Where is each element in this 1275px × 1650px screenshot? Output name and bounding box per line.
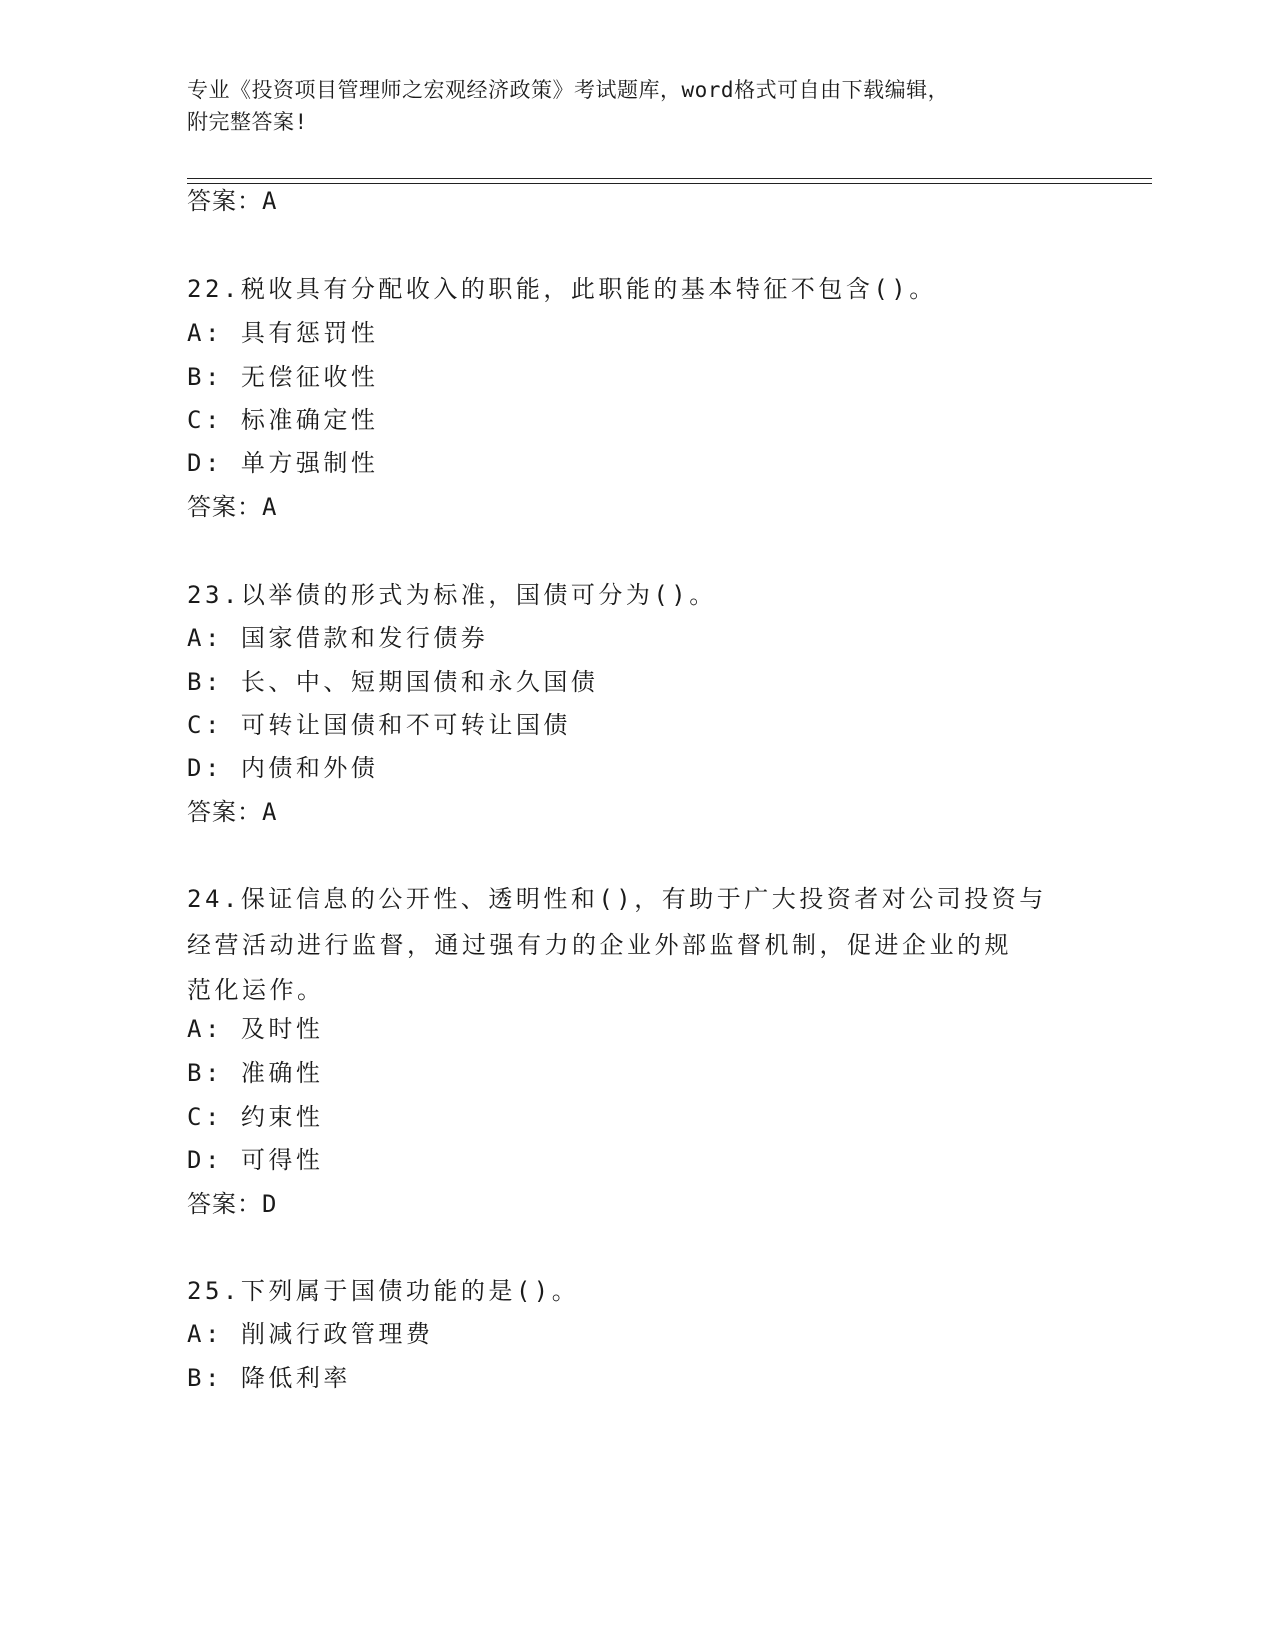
option-b: B: 无偿征收性 (187, 363, 379, 391)
question-stem: 25.下列属于国债功能的是()。 (187, 1277, 580, 1305)
option-b: B: 准确性 (187, 1059, 324, 1087)
option-a: A: 具有惩罚性 (187, 319, 379, 347)
answer-label: 答案：A (187, 798, 278, 826)
question-stem: 22.税收具有分配收入的职能，此职能的基本特征不包含()。 (187, 275, 937, 303)
answer-label: 答案：A (187, 493, 278, 521)
option-d: D: 内债和外债 (187, 754, 379, 782)
answer-label: 答案：D (187, 1190, 278, 1218)
answer-label: 答案：A (187, 187, 278, 215)
document-header (187, 74, 1067, 138)
option-c: C: 标准确定性 (187, 406, 379, 434)
question-stem-line-2: 经营活动进行监督，通过强有力的企业外部监督机制，促进企业的规 (187, 930, 1012, 959)
option-b: B: 降低利率 (187, 1364, 351, 1392)
question-stem (187, 877, 1077, 1014)
option-d: D: 单方强制性 (187, 449, 379, 477)
option-b: B: 长、中、短期国债和永久国债 (187, 668, 599, 696)
header-divider-top (187, 178, 1152, 179)
question-stem: 23.以举债的形式为标准，国债可分为()。 (187, 581, 717, 609)
header-line-2: 附完整答案! (187, 110, 308, 134)
option-a: A: 削减行政管理费 (187, 1320, 434, 1348)
option-a: A: 及时性 (187, 1015, 324, 1043)
option-c: C: 约束性 (187, 1103, 324, 1131)
question-stem-line-3: 范化运作。 (187, 976, 325, 1004)
header-line-1: 专业《投资项目管理师之宏观经济政策》考试题库，word格式可自由下载编辑， (187, 78, 950, 102)
header-divider-bottom (187, 183, 1152, 184)
option-c: C: 可转让国债和不可转让国债 (187, 711, 571, 739)
option-d: D: 可得性 (187, 1146, 324, 1174)
option-a: A: 国家借款和发行债券 (187, 624, 489, 652)
question-stem-line-1: 24.保证信息的公开性、透明性和()，有助于广大投资者对公司投资与 (187, 885, 1047, 913)
